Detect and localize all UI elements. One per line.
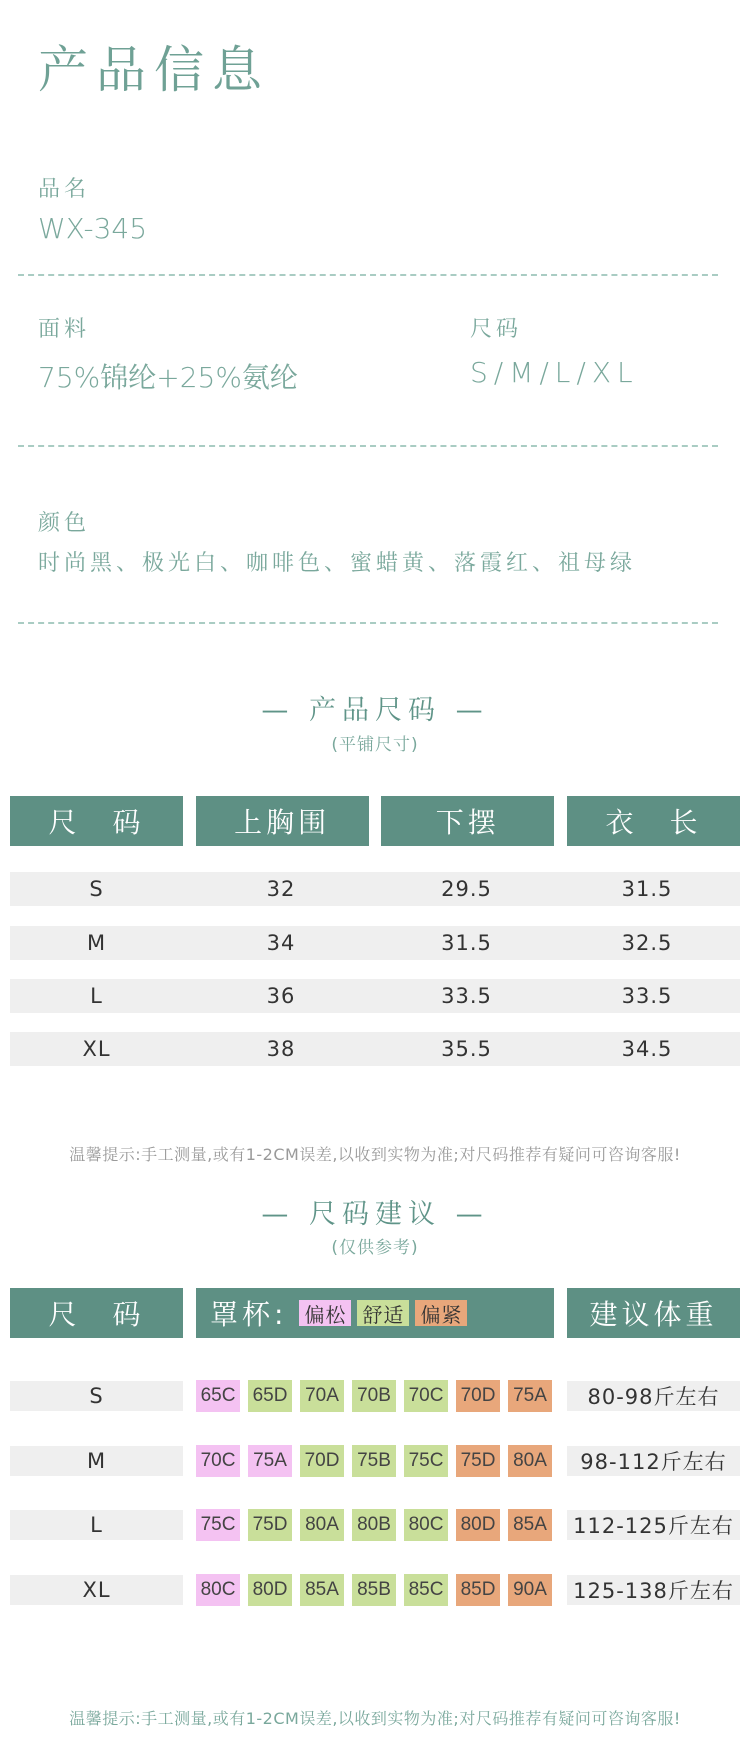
cup-label: 罩杯: (210, 1298, 288, 1331)
advice-header-size: 尺 码 (10, 1288, 183, 1338)
color-value: 时尚黑、极光白、咖啡色、蜜蜡黄、落霞红、祖母绿 (38, 551, 637, 576)
table-cell: 33.5 (441, 984, 492, 1008)
table-row (10, 979, 740, 1013)
advice-weight-cell: 80-98斤左右 (567, 1381, 740, 1411)
cup-size-chip: 85A (508, 1509, 552, 1541)
size-label: 尺码 (470, 317, 523, 342)
color-label: 颜色 (38, 511, 91, 536)
table-cell: 34.5 (621, 1037, 673, 1061)
cup-size-chip: 75C (404, 1445, 448, 1477)
size-advice-subtitle: (仅供参考) (331, 1238, 419, 1258)
header-cell-length: 衣 长 (567, 796, 740, 846)
legend-tight: 偏紧 (415, 1300, 467, 1326)
advice-size-cell: M (10, 1446, 183, 1476)
table-cell: XL (82, 1037, 111, 1061)
table-cell: 32 (266, 877, 296, 901)
cup-size-chip: 80D (456, 1509, 500, 1541)
cup-size-chip: 80C (404, 1509, 448, 1541)
header-cell-size: 尺 码 (10, 796, 183, 846)
advice-size-cell: S (10, 1381, 183, 1411)
legend-comfort: 舒适 (357, 1300, 409, 1326)
table-cell: 35.5 (441, 1037, 492, 1061)
table-row (10, 872, 740, 906)
cup-size-chip: 75C (196, 1509, 240, 1541)
header-cell-hem: 下摆 (381, 796, 554, 846)
table-cell: 36 (266, 984, 296, 1008)
cup-size-chip: 80A (300, 1509, 344, 1541)
cup-size-chip: 65D (248, 1380, 292, 1412)
advice-header-cup (196, 1288, 554, 1338)
advice-cups (196, 1445, 560, 1477)
size-value: S/M/L/XL (470, 356, 639, 389)
cup-size-chip: 70D (300, 1445, 344, 1477)
cup-size-chip: 70B (352, 1380, 396, 1412)
table-cell: 31.5 (621, 877, 673, 901)
cup-size-chip: 85C (404, 1574, 448, 1606)
advice-cups (196, 1380, 560, 1412)
table-cell: L (90, 984, 103, 1008)
table-cell: 38 (266, 1037, 296, 1061)
advice-header-weight: 建议体重 (567, 1288, 740, 1338)
table-row (10, 1032, 740, 1066)
page-title: 产品信息 (38, 41, 270, 99)
table-cell: 29.5 (441, 877, 492, 901)
cup-size-chip: 65C (196, 1380, 240, 1412)
cup-size-chip: 85B (352, 1574, 396, 1606)
advice-weight-cell: 125-138斤左右 (567, 1575, 740, 1605)
divider (18, 622, 718, 624)
header-cell-chest: 上胸围 (196, 796, 369, 846)
size-chart-tip: 温馨提示:手工测量,或有1-2CM误差,以收到实物为准;对尺码推荐有疑问可咨询客服! (69, 1145, 681, 1164)
advice-cups (196, 1574, 560, 1606)
cup-size-chip: 80B (352, 1509, 396, 1541)
cup-size-chip: 75B (352, 1445, 396, 1477)
advice-weight-cell: 112-125斤左右 (567, 1510, 740, 1540)
cup-size-chip: 70A (300, 1380, 344, 1412)
divider (18, 445, 718, 447)
cup-size-chip: 75A (248, 1445, 292, 1477)
cup-size-chip: 85D (456, 1574, 500, 1606)
table-row (10, 926, 740, 960)
table-cell: M (86, 931, 107, 955)
cup-size-chip: 70C (196, 1445, 240, 1477)
name-label: 品名 (38, 177, 91, 202)
divider (18, 274, 718, 276)
table-cell: 34 (266, 931, 296, 955)
advice-cups (196, 1509, 560, 1541)
size-chart-subtitle: (平铺尺寸) (331, 735, 419, 755)
cup-size-chip: 70D (456, 1380, 500, 1412)
cup-size-chip: 75A (508, 1380, 552, 1412)
advice-weight-cell: 98-112斤左右 (567, 1446, 740, 1476)
fabric-value: 75%锦纶+25%氨纶 (38, 361, 298, 394)
size-chart-header (10, 796, 740, 846)
table-cell: 32.5 (621, 931, 673, 955)
cup-size-chip: 75D (248, 1509, 292, 1541)
size-chart-title: — 产品尺码 — (261, 695, 489, 726)
legend-loose: 偏松 (299, 1300, 351, 1326)
advice-size-cell: XL (10, 1575, 183, 1605)
name-value: WX-345 (38, 212, 148, 245)
cup-size-chip: 80A (508, 1445, 552, 1477)
cup-size-chip: 75D (456, 1445, 500, 1477)
size-advice-tip: 温馨提示:手工测量,或有1-2CM误差,以收到实物为准;对尺码推荐有疑问可咨询客服! (69, 1709, 681, 1728)
cup-size-chip: 90A (508, 1574, 552, 1606)
table-cell: 33.5 (621, 984, 673, 1008)
cup-size-chip: 70C (404, 1380, 448, 1412)
advice-size-cell: L (10, 1510, 183, 1540)
table-cell: S (89, 877, 104, 901)
fabric-label: 面料 (38, 317, 91, 342)
table-cell: 31.5 (441, 931, 492, 955)
cup-size-chip: 85A (300, 1574, 344, 1606)
size-advice-title: — 尺码建议 — (261, 1199, 489, 1230)
cup-size-chip: 80C (196, 1574, 240, 1606)
cup-size-chip: 80D (248, 1574, 292, 1606)
